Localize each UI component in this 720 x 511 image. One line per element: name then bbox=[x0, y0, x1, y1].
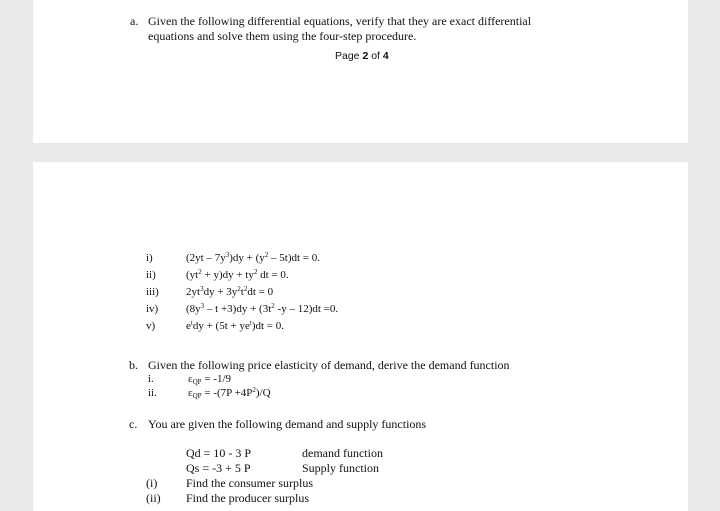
task-producer-surplus: Find the producer surplus bbox=[186, 491, 309, 505]
supply-equation: Qs = -3 + 5 P bbox=[186, 461, 251, 475]
demand-equation: Qd = 10 - 3 P bbox=[186, 446, 252, 460]
question-b-label: b. bbox=[129, 358, 138, 372]
equation-number: iv) bbox=[146, 303, 159, 315]
document-page-1 bbox=[33, 0, 688, 143]
question-c-text: You are given the following demand and supply functions bbox=[148, 417, 427, 431]
question-a-text-line2: equations and solve them using the four-step procedure. bbox=[148, 29, 417, 43]
elasticity-item-number: i. bbox=[148, 373, 154, 385]
question-b-text: Given the following price elasticity of demand, derive the demand function bbox=[148, 358, 510, 372]
elasticity-item-number: ii. bbox=[148, 387, 157, 399]
equation-number: iii) bbox=[146, 286, 159, 298]
equation-number: v) bbox=[146, 320, 156, 332]
page-number: Page 2 of 4 bbox=[335, 50, 389, 62]
task-number: (i) bbox=[146, 476, 158, 490]
equation-5: $e^tdy + (5t + ye^t)dt = 0$. bbox=[186, 319, 284, 332]
task-number: (ii) bbox=[146, 491, 161, 505]
question-c-label: c. bbox=[129, 417, 138, 431]
demand-label: demand function bbox=[302, 446, 383, 460]
equation-number: i) bbox=[146, 252, 153, 264]
elasticity-item-1: $\varepsilon_{QP} = -1/9$ bbox=[188, 373, 232, 386]
question-a-text-line1: Given the following differential equations, verify that they are exact differential bbox=[148, 14, 532, 28]
document-page-2 bbox=[33, 162, 688, 511]
equation-number: ii) bbox=[146, 269, 156, 281]
equation-4: $(8y^3 - t +3)dy + (3t^2$ -y – 12)dt =0. bbox=[186, 302, 339, 315]
elasticity-item-2: $\varepsilon_{QP} = -(7P +4P^2)/Q$ bbox=[188, 386, 271, 400]
equation-3: $2yt^3dy + 3y^2t^2dt = 0$ bbox=[186, 285, 274, 298]
equation-1: $(2yt - 7y^3)dy + (y^2 - 5t)dt = 0$. bbox=[186, 251, 320, 264]
question-a-label: a. bbox=[130, 14, 139, 28]
equation-2: $(yt^2 + y)dy + ty^2$ dt = 0. bbox=[186, 268, 289, 281]
task-consumer-surplus: Find the consumer surplus bbox=[186, 476, 313, 490]
supply-label: Supply function bbox=[302, 461, 379, 475]
